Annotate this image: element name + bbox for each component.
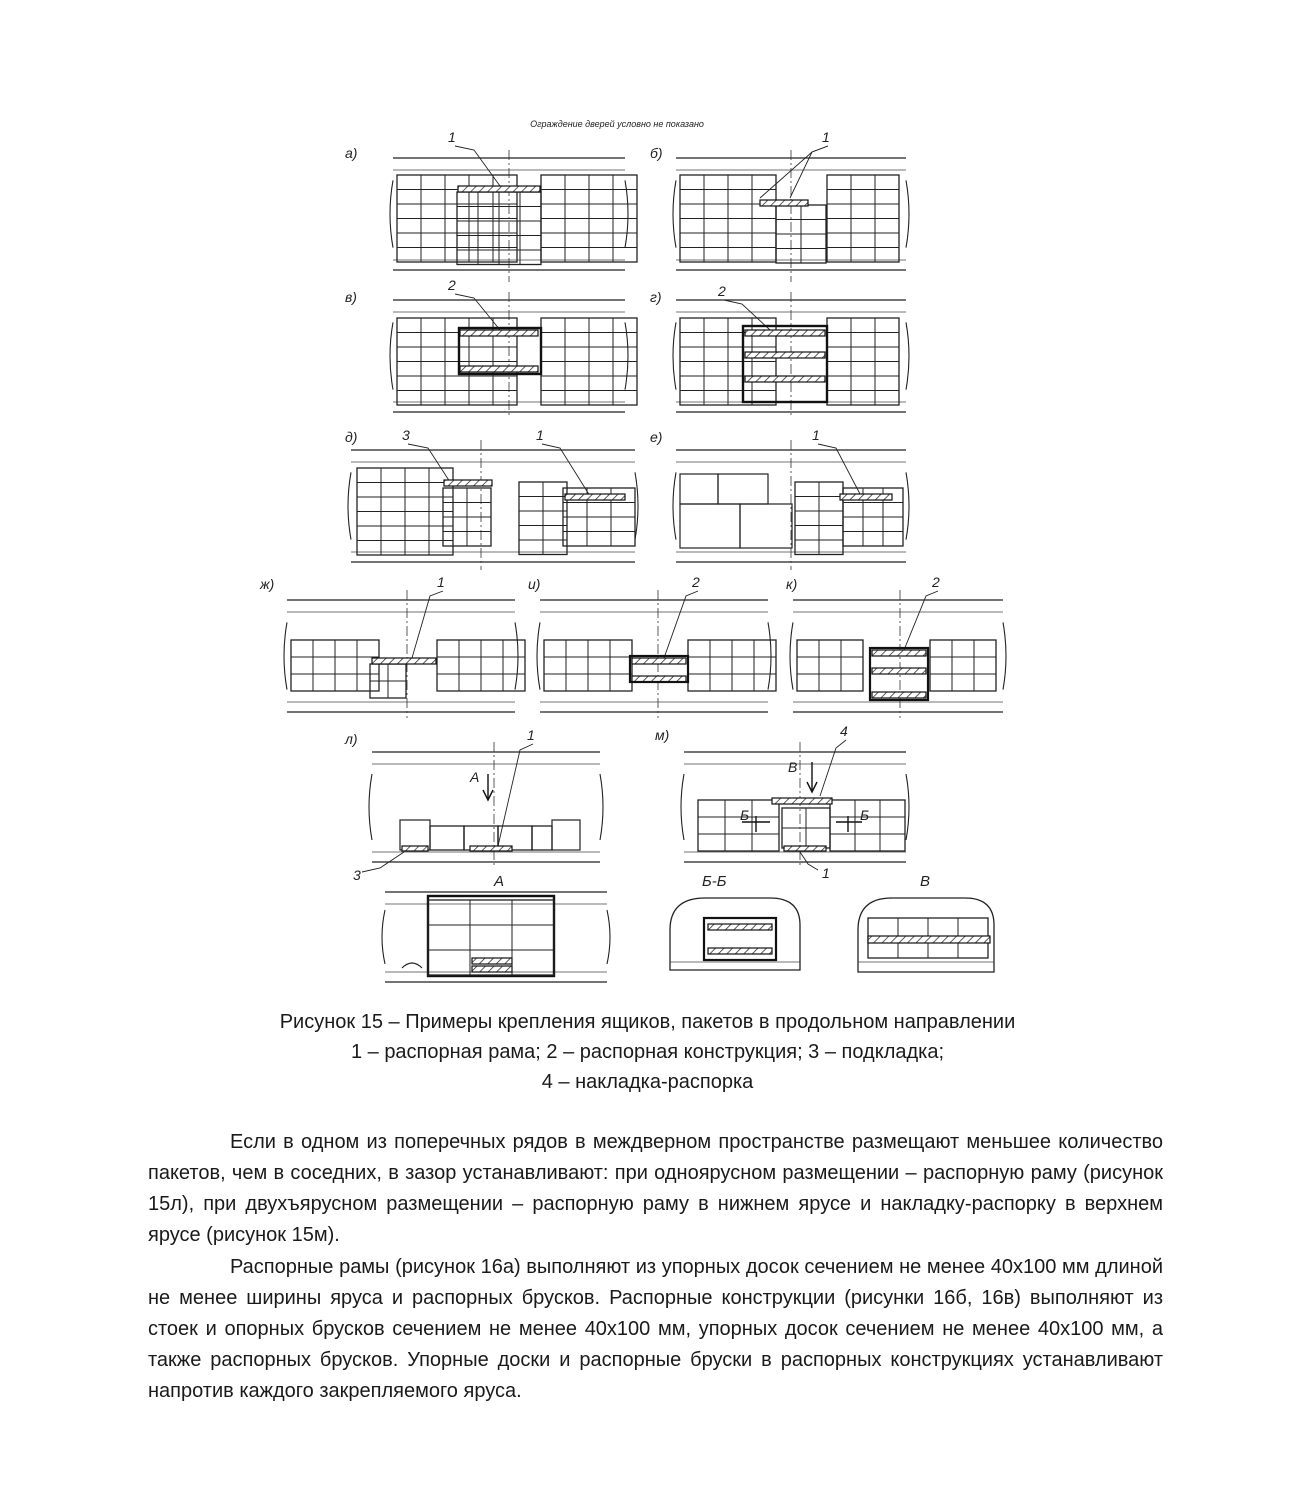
- cargo-grid: [698, 800, 779, 851]
- body-paragraph-1: Если в одном из поперечных рядов в междверном пространстве размещают меньшее количество пакетов, чем в соседних, в зазор устанавливают: при одноярусном размещении – распорную раму (рисунок 15л), при двухъярусном размещении – распорную раму в нижнем ярусе и накладку-распорку в верхнем ярусе (рисунок 15м).: [148, 1131, 1163, 1246]
- spacer-frame: [444, 480, 492, 486]
- spacer-frame: [458, 186, 540, 192]
- panel-label-k: к): [786, 576, 798, 592]
- cargo-grid: [827, 175, 899, 262]
- caption-line-1: Рисунок 15 – Примеры крепления ящиков, пакетов в продольном направлении: [279, 1011, 1016, 1033]
- panel-label-v: в): [345, 289, 357, 305]
- wagon-outline: [284, 600, 518, 712]
- leader-line: [412, 591, 443, 658]
- spacer-frame: [402, 846, 428, 851]
- spacer-frame: [470, 846, 512, 851]
- spacer-frame: [460, 366, 538, 372]
- spacer-frame: [565, 494, 625, 500]
- spacer-frame: [772, 798, 832, 804]
- spacer-frame: [372, 658, 436, 664]
- spacer-frame: [840, 494, 892, 500]
- callout-1-b: 1: [822, 129, 830, 145]
- panel-label-b: б): [650, 145, 663, 161]
- panel-label-zh: ж): [260, 576, 275, 592]
- panel-label-d: д): [345, 429, 358, 445]
- detail-shim: [402, 963, 422, 968]
- callout-4-m: 4: [840, 723, 848, 739]
- spacer-frame: [868, 936, 990, 943]
- leader-line: [800, 852, 818, 870]
- detail-title-a: А: [494, 873, 505, 890]
- cargo-grid: [797, 640, 863, 691]
- body-paragraph-2: Распорные рамы (рисунок 16а) выполняют из упорных досок сечением не менее 40х100 мм длиной не менее ширины яруса и распорных брусков. Распорные конструкции (рисунки 16б, 16в) выполняют из стоек и опорных брусков сечением не менее 40х100 мм, упорных досок сечением не менее 40х100 мм, а также распорных брусков. Упорные доски и распорные бруски в распорных конструкциях устанавливают напротив каждого закрепляемого яруса.: [148, 1256, 1163, 1402]
- panel-label-l: л): [345, 731, 358, 747]
- cargo-grid: [680, 175, 776, 262]
- spacer-frame: [632, 658, 686, 664]
- cargo-grid: [357, 468, 453, 555]
- callout-1-d: 1: [536, 427, 544, 443]
- cargo-grid: [795, 482, 843, 555]
- cargo-grid: [291, 640, 379, 691]
- cargo-grid: [519, 482, 567, 555]
- cargo-grid: [370, 664, 406, 698]
- callout-2-v: 2: [448, 277, 456, 293]
- leader-line: [818, 444, 860, 494]
- callout-1-e: 1: [812, 427, 820, 443]
- caption-line-2: 1 – распорная рама; 2 – распорная конструкция; 3 – подкладка;: [350, 1041, 945, 1063]
- leader-line: [820, 740, 846, 796]
- detail-title-v: В: [920, 873, 931, 890]
- figure-note: Ограждение дверей условно не показано: [530, 119, 704, 129]
- spacer-frame: [745, 376, 825, 382]
- section-label-right: Б: [860, 807, 870, 823]
- cargo-grid: [457, 192, 541, 265]
- leader-line: [498, 744, 533, 846]
- spacer-frame: [760, 200, 808, 206]
- cargo-grid: [776, 205, 826, 263]
- caption-line-3: 4 – накладка-распорка: [541, 1071, 754, 1093]
- spacer-frame: [708, 948, 772, 954]
- cargo-grid: [544, 640, 632, 691]
- large-box: [740, 504, 792, 548]
- spacer-frame: [472, 966, 512, 972]
- panel-label-g: г): [650, 289, 662, 305]
- wagon-outline: [348, 450, 638, 562]
- cargo-grid: [437, 640, 525, 691]
- panel-label-a: а): [345, 145, 358, 161]
- panel-label-e: е): [650, 429, 663, 445]
- section-label-left: Б: [740, 807, 750, 823]
- cargo-grid: [688, 640, 776, 691]
- section-mark-right: [836, 816, 862, 832]
- detail-outline-v: [858, 898, 994, 972]
- spacer-frame: [460, 330, 538, 336]
- callout-1-zh: 1: [437, 574, 445, 590]
- leader-line: [790, 146, 828, 198]
- spacer-frame: [745, 352, 825, 358]
- callout-2-k: 2: [932, 574, 940, 590]
- panel-label-m: м): [655, 727, 670, 743]
- cargo-grid: [930, 640, 996, 691]
- callout-3-d: 3: [402, 427, 410, 443]
- cargo-grid: [430, 826, 464, 850]
- view-label-v: В: [788, 759, 798, 775]
- panel-label-i: и): [528, 576, 541, 592]
- box: [552, 820, 580, 850]
- spacer-frame: [872, 692, 926, 698]
- cargo-grid: [827, 318, 899, 405]
- callout-3-l: 3: [353, 867, 361, 883]
- cargo-grid: [541, 175, 637, 262]
- large-box: [680, 474, 718, 504]
- leader-line: [664, 591, 698, 658]
- spacer-frame: [708, 924, 772, 930]
- callout-1-m: 1: [822, 865, 830, 881]
- spacer-frame: [872, 650, 926, 656]
- cargo-grid: [532, 826, 552, 850]
- cargo-grid: [782, 808, 830, 848]
- callout-2-i: 2: [692, 574, 700, 590]
- cargo-grid: [541, 318, 637, 405]
- callout-2-g: 2: [718, 283, 726, 299]
- spacer-frame: [745, 330, 825, 336]
- spacer-frame: [872, 668, 926, 674]
- detail-title-bb: Б-Б: [702, 873, 727, 890]
- spacer-frame: [784, 846, 826, 851]
- callout-1-l: 1: [527, 727, 535, 743]
- view-label-a: А: [470, 769, 480, 785]
- callout-1-a: 1: [448, 129, 456, 145]
- large-box: [680, 504, 740, 548]
- spacer-frame: [472, 958, 512, 964]
- large-box: [718, 474, 768, 504]
